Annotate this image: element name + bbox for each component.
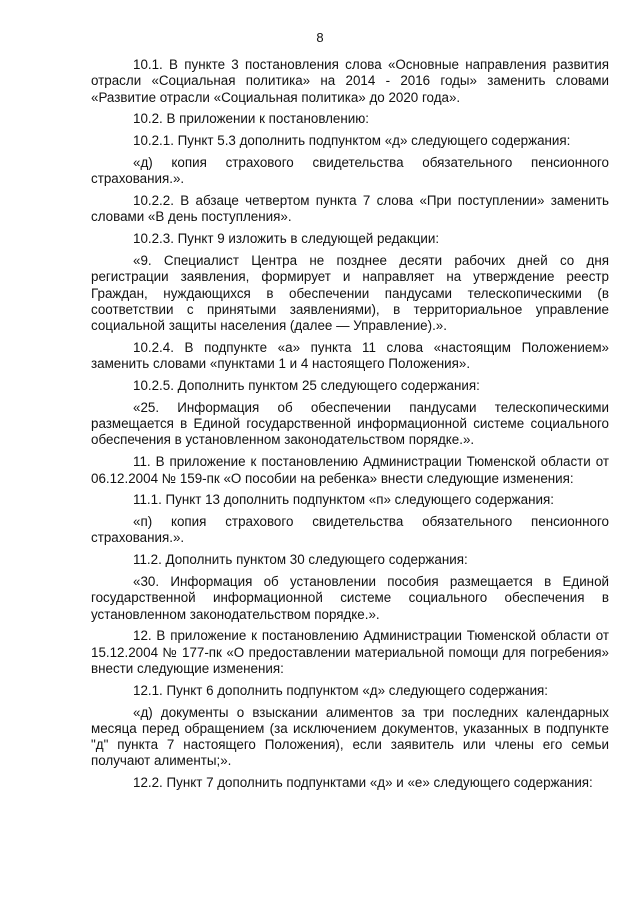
page-number: 8	[316, 30, 324, 45]
paragraph-11-2-quote: «30. Информация об установлении пособия размещается в Единой государственной информационной системе социального обеспечения в установленном законодательством порядке.».	[91, 574, 609, 622]
paragraph-10-2-5-quote: «25. Информация об обеспечении пандусами телескопическими размещается в Единой государственной информационной системе социального обеспечения в установленном законодательством порядке.».	[91, 399, 609, 448]
paragraph-11-2: 11.2. Дополнить пунктом 30 следующего содержания:	[133, 552, 468, 568]
paragraph-10-2-2: 10.2.2. В абзаце четвертом пункта 7 слова «При поступлении» заменить словами «В день поступления».	[91, 193, 609, 225]
paragraph-11: 11. В приложение к постановлению Администрации Тюменской области от 06.12.2004 № 159-пк «О пособии на ребенка» внести следующие изменения:	[91, 454, 609, 486]
paragraph-10-2-3-quote: «9. Специалист Центра не позднее десяти рабочих дней со дня регистрации заявления, формирует и направляет на утверждение реестр Граждан, нуждающихся в обеспечении пандусами телескопическими (в соответствии с принятыми заявлениями), в территориальное управление социальной защиты населения (далее — Управление).».	[91, 252, 609, 334]
document-body	[91, 57, 609, 797]
paragraph-10-2: 10.2. В приложении к постановлению:	[133, 111, 370, 127]
paragraph-12-2: 12.2. Пункт 7 дополнить подпунктами «д» и «е» следующего содержания:	[133, 775, 593, 791]
paragraph-12-1-quote: «д) документы о взыскании алиментов за три последних календарных месяца перед обращением (за исключением документов, указанных в подпункте "д" пункта 7 настоящего Положения), если заявитель или члены его семьи получают алименты;».	[91, 704, 609, 769]
paragraph-11-1-quote: «п) копия страхового свидетельства обязательного пенсионного страхования.».	[91, 514, 609, 546]
paragraph-12-1: 12.1. Пункт 6 дополнить подпунктом «д» следующего содержания:	[133, 682, 549, 698]
paragraph-10-2-3: 10.2.3. Пункт 9 изложить в следующей редакции:	[133, 231, 440, 247]
paragraph-10-2-5: 10.2.5. Дополнить пунктом 25 следующего содержания:	[133, 378, 480, 394]
paragraph-10-1: 10.1. В пункте 3 постановления слова «Основные направления развития отрасли «Социальная политика» на 2014 - 2016 годы» заменить словами «Развитие отрасли «Социальная политика» до 2020 года».	[91, 57, 609, 105]
paragraph-10-2-1: 10.2.1. Пункт 5.3 дополнить подпунктом «д» следующего содержания:	[133, 133, 571, 149]
paragraph-11-1: 11.1. Пункт 13 дополнить подпунктом «п» следующего содержания:	[133, 492, 554, 508]
paragraph-12: 12. В приложение к постановлению Администрации Тюменской области от 15.12.2004 № 177-пк «О предоставлении материальной помощи для погребения» внести следующие изменения:	[91, 628, 609, 676]
paragraph-10-2-1-quote: «д) копия страхового свидетельства обязательного пенсионного страхования.».	[91, 154, 609, 187]
paragraph-10-2-4: 10.2.4. В подпункте «а» пункта 11 слова «настоящим Положением» заменить словами «пунктами 1 и 4 настоящего Положения».	[91, 339, 609, 372]
